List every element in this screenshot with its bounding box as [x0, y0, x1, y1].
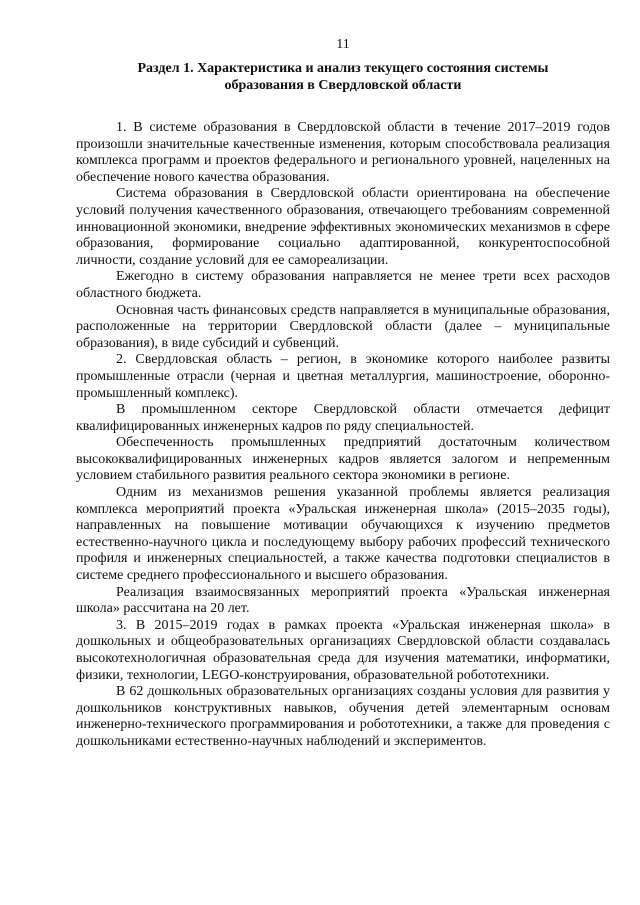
section-title-line-2: образования в Свердловской области	[224, 78, 462, 93]
paragraph-4: Основная часть финансовых средств направляется в муниципальные образования, расположенные на территории Свердловской области (далее – муниципальные образования), в виде субсидий и субвенций.	[76, 302, 610, 351]
paragraph-6: В промышленном секторе Свердловской области отмечается дефицит квалифицированных инженерных кадров по ряду специальностей.	[76, 402, 610, 434]
paragraph-1: 1. В системе образования в Свердловской области в течение 2017–2019 годов произошли значительные качественные изменения, которым способствовала реализация комплекса программ и проектов федерального и регионального уровней, нацеленных на обеспечение нового качества образования.	[76, 120, 610, 185]
section-title-line-1: Раздел 1. Характеристика и анализ текущего состояния системы	[137, 61, 549, 76]
section-title	[76, 60, 610, 94]
paragraph-10: 3. В 2015–2019 годах в рамках проекта «Уральская инженерная школа» в дошкольных и общеобразовательных организациях Свердловской области создавалась высокотехнологичная образовательная среда для изучения математики, информатики, физики, технологии, LEGO-конструирования, образовательной робототехники.	[76, 617, 610, 683]
paragraph-8: Одним из механизмов решения указанной проблемы является реализация комплекса мероприятий проекта «Уральская инженерная школа» (2015–2035 годы), направленных на повышение мотивации обучающихся к изучению предметов естественно-научного цикла и последующему выбору рабочих профессий технического профиля и инженерных специальностей, а также качества подготовки специалистов в системе среднего профессионального и высшего образования.	[76, 485, 610, 584]
page-number: 11	[336, 37, 350, 52]
paragraph-9: Реализация взаимосвязанных мероприятий проекта «Уральская инженерная школа» рассчитана на 20 лет.	[76, 584, 610, 617]
paragraph-5: 2. Свердловская область – регион, в экономике которого наиболее развиты промышленные отрасли (черная и цветная металлургия, машиностроение, оборонно-промышленный комплекс).	[76, 352, 610, 401]
paragraph-3: Ежегодно в систему образования направляется не менее трети всех расходов областного бюджета.	[76, 269, 610, 301]
paragraph-2: Система образования в Свердловской области ориентирована на обеспечение условий получения качественного образования, отвечающего требованиям современной инновационной экономики, внедрение эффективных экономических механизмов в сфере образования, формирование социально адаптированной, конкурентоспособной личности, создание условий для ее самореализации.	[76, 186, 610, 268]
paragraph-7: Обеспеченность промышленных предприятий достаточным количеством высококвалифицированных инженерных кадров является залогом и непременным условием стабильного развития реального сектора экономики в регионе.	[76, 435, 610, 484]
document-page	[76, 36, 610, 751]
paragraph-11: В 62 дошкольных образовательных организациях созданы условия для развития у дошкольников конструктивных навыков, обучения детей элементарным основам инженерно-технического программирования и робототехники, а также для проведения с дошкольниками естественно-научных наблюдений и экспериментов.	[76, 684, 610, 749]
body-text	[76, 120, 610, 751]
